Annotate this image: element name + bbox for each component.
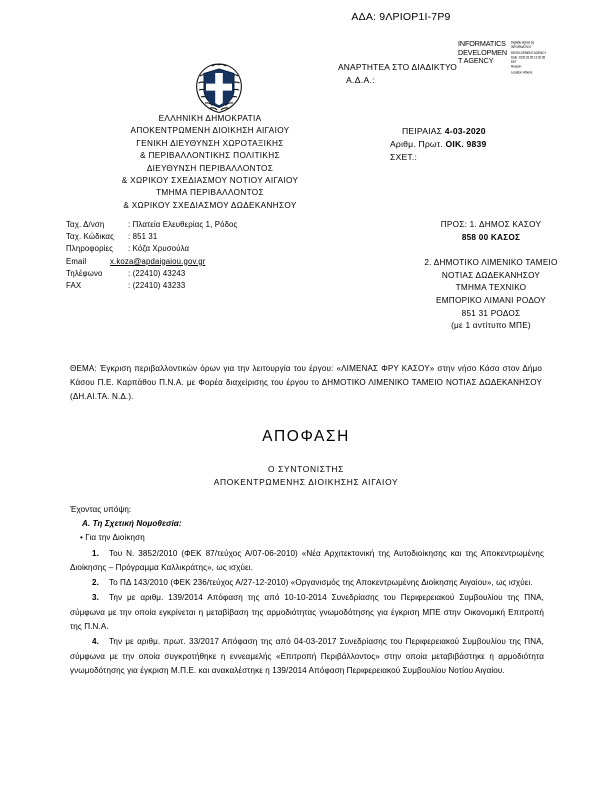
recipient-secondary-5: (με 1 αντίτυπο ΜΠΕ)	[451, 321, 531, 331]
hellenic-republic-coat-of-arms-icon	[188, 60, 250, 116]
decision-subtitle-line1: Ο ΣΥΝΤΟΝΙΣΤΗΣ	[267, 464, 345, 474]
signature-details	[511, 40, 546, 81]
contact-email-value[interactable]: x.koza@apdaigaiou.gov.gr	[110, 256, 206, 266]
recipients-block	[372, 219, 610, 333]
preamble-bullet-administration: • Για την Διοίκηση	[80, 533, 145, 542]
recipient-secondary-0: 2. ΔΗΜΟΤΙΚΟ ΛΙΜΕΝΙΚΟ ΤΑΜΕΙΟ	[424, 258, 558, 268]
preamble-item-3	[70, 591, 544, 634]
preamble-section-a-heading: Α. Τη Σχετική Νομοθεσία:	[82, 518, 182, 528]
reference-label: ΣΧΕΤ.:	[390, 152, 418, 162]
authority-line-6: ΤΜΗΜΑ ΠΕΡΙΒΑΛΛΟΝΤΟΣ	[156, 188, 264, 198]
contact-phone-label: Τηλέφωνο	[66, 268, 103, 278]
authority-line-4: ΔΙΕΥΘΥΝΣΗ ΠΕΡΙΒΑΛΛΟΝΤΟΣ	[146, 163, 274, 173]
preamble-item-3-text: Την με αριθμ. 139/2014 Απόφαση της από 10-10-2014 Συνεδρίασης του Περιφερειακού Συμβουλίου της ΠΝΑ, σύμφωνα με την οποία εγκρίνεται η μεταβίβαση της αρμοδιότητας γνωμοδότησης για έγκριση ΜΠΕ στην Οικονομική Επιτροπή της Π.Ν.Α.	[70, 593, 544, 632]
preamble-item-1-text: Του Ν. 3852/2010 (ΦΕΚ 87/τεύχος Α/07-06-2010) «Νέα Αρχιτεκτονική της Αυτοδιοίκησης και της Αποκεντρωμένης Διοίκησης – Πρόγραμμα Καλλικράτης», ως ισχύει.	[70, 548, 544, 572]
preamble-item-1	[70, 547, 544, 576]
contact-postcode-label: Ταχ. Κώδικας	[66, 232, 114, 242]
signature-detail-3: Date: 2020.03.05 13:20:36	[510, 54, 546, 60]
authority-line-2: ΓΕΝΙΚΗ ΔΙΕΥΘΥΝΣΗ ΧΩΡΟΤΑΞΙΚΗΣ	[136, 138, 284, 148]
contact-postcode-value: : 851 31	[128, 232, 158, 242]
preamble-item-4	[70, 635, 544, 678]
ada-field-label: Α.Δ.Α.:	[346, 75, 375, 85]
issuing-authority-block	[60, 113, 360, 212]
subject-paragraph: ΘΕΜΑ: Έγκριση περιβαλλοντικών όρων για την λειτουργία του έργου: «ΛΙΜΕΝΑΣ ΦΡΥ ΚΑΣΟΥ» στην νήσο Κάσο στον Δήμο Κάσου Π.Ε. Καρπάθου Π.Ν.Α. με Φορέα διαχείρισης του έργου το ΔΗΜΟΤΙΚΟ ΛΙΜΕΝΙΚΟ ΤΑΜΕΙΟ ΝΟΤΙΑΣ ΔΩΔΕΚΑΝΗΣΟΥ (ΔΗ.ΑΙ.ΤΑ. Ν.Δ.).	[70, 364, 542, 402]
contact-phone-value: : (22410) 43243	[128, 268, 186, 278]
signature-detail-1: INFORMATICS	[510, 44, 531, 50]
recipient-primary-postcode: 858 00 ΚΑΣΟΣ	[461, 232, 521, 242]
contact-postcode-row	[66, 231, 237, 243]
ada-top-line: ΑΔΑ: 9ΛΡΙΟΡ1Ι-7Ρ9	[351, 11, 451, 23]
contact-email-label: Email	[66, 256, 87, 266]
decision-subtitle	[0, 463, 612, 490]
signature-agency-line1: INFORMATICS	[458, 39, 506, 48]
contact-fax-row	[66, 280, 237, 292]
decision-subtitle-line2: ΑΠΟΚΕΝΤΡΩΜΕΝΗΣ ΔΙΟΙΚΗΣΗΣ ΑΙΓΑΙΟΥ	[213, 477, 399, 488]
anartitea-label: ΑΝΑΡΤΗΤΕΑ ΣΤΟ ΔΙΑΔΙΚΤΥΟ	[338, 62, 458, 72]
issue-city: ΠΕΙΡΑΙΑΣ	[402, 126, 443, 136]
contact-phone-row	[66, 268, 237, 280]
signature-detail-5: Reason:	[510, 64, 522, 70]
preamble-section	[70, 503, 544, 678]
contact-email-row[interactable]	[66, 256, 237, 268]
signature-detail-0: Digitally signed by	[510, 40, 534, 45]
recipient-secondary-2: ΤΜΗΜΑ ΤΕΧΝΙΚΟ	[455, 283, 527, 293]
signature-detail-6: Location: Athens	[510, 69, 533, 75]
contact-fax-value: : (22410) 43233	[128, 281, 186, 291]
contact-address-label: Ταχ. Δ/νση	[66, 220, 105, 229]
preamble-item-2-number: 2.	[92, 578, 99, 588]
preamble-item-1-number: 1.	[92, 548, 99, 558]
issue-place-date	[390, 125, 486, 138]
signature-agency-line3: T AGENCY	[458, 56, 494, 66]
recipient-secondary-4: 851 31 ΡΟΔΟΣ	[461, 308, 521, 318]
contact-info-label: Πληροφορίες	[66, 244, 114, 254]
recipient-primary: ΠΡΟΣ: 1. ΔΗΜΟΣ ΚΑΣΟΥ	[440, 220, 542, 229]
preamble-item-2	[70, 576, 544, 590]
contact-address-row	[66, 219, 237, 231]
authority-line-5: & ΧΩΡΙΚΟΥ ΣΧΕΔΙΑΣΜΟΥ ΝΟΤΙΟΥ ΑΙΓΑΙΟΥ	[121, 176, 299, 186]
protocol-number-row	[390, 138, 486, 151]
preamble-item-4-text: Την με αριθμ. πρωτ. 33/2017 Απόφαση της από 04-03-2017 Συνεδρίασης του Περιφερειακού Συμβουλίου της ΠΝΑ, σύμφωνα με την οποία συγκροτήθηκε η εννεαμελής «Επιτροπή Περιβάλλοντος» στην οποία μεταβιβάστηκε η αρμοδιότητα γνωμοδότησης για έγκριση Μ.Π.Ε. και ανακαλέστηκε η 139/2014 Απόφαση Περιφερειακού Συμβουλίου Νοτίου Αιγαίου.	[70, 637, 544, 675]
signature-detail-4: EET	[510, 59, 517, 65]
signature-agency-line2: DEVELOPMEN	[458, 47, 507, 57]
protocol-label: Αριθμ. Πρωτ.	[390, 139, 443, 149]
contact-address-value: : Πλατεία Ελευθερίας 1, Ρόδος	[128, 220, 238, 229]
digital-signature-stamp	[458, 40, 610, 76]
recipients-spacer	[372, 244, 610, 257]
contact-info-value: : Κόζα Χρυσούλα	[128, 244, 190, 254]
authority-line-7: & ΧΩΡΙΚΟΥ ΣΧΕΔΙΑΣΜΟΥ ΔΩΔΕΚΑΝΗΣΟΥ	[123, 200, 297, 210]
preamble-item-4-number: 4.	[92, 637, 99, 647]
contact-info-block	[66, 219, 237, 292]
contact-fax-label: FAX	[66, 281, 82, 291]
preamble-item-2-text: Το ΠΔ 143/2010 (ΦΕΚ 236/τεύχος Α/27-12-2010) «Οργανισμός της Αποκεντρωμένης Διοίκησης Αιγαίου», ως ισχύει.	[108, 578, 533, 588]
recipient-secondary-1: ΝΟΤΙΑΣ ΔΩΔΕΚΑΝΗΣΟΥ	[441, 270, 541, 280]
recipient-secondary-3: ΕΜΠΟΡΙΚΟ ΛΙΜΑΝΙ ΡΟΔΟΥ	[436, 295, 546, 305]
authority-line-0: ΕΛΛΗΝΙΚΗ ΔΗΜΟΚΡΑΤΙΑ	[158, 114, 262, 123]
decision-title: ΑΠΟΦΑΣΗ	[262, 428, 350, 445]
contact-info-row	[66, 243, 237, 255]
protocol-value: ΟΙΚ. 9839	[445, 139, 487, 149]
authority-line-3: & ΠΕΡΙΒΑΛΛΟΝΤΙΚΗΣ ΠΟΛΙΤΙΚΗΣ	[140, 151, 280, 161]
issue-date: 4-03-2020	[444, 126, 486, 136]
date-protocol-block	[390, 125, 486, 164]
preamble-lead: Έχοντας υπόψη:	[70, 505, 132, 514]
signature-agency-name	[458, 40, 507, 76]
authority-line-1: ΑΠΟΚΕΝΤΡΩΜΕΝΗ ΔΙΟΙΚΗΣΗ ΑΙΓΑΙΟΥ	[130, 126, 290, 136]
signature-detail-2: DEVELOPMENT AGENCY	[510, 49, 547, 55]
preamble-item-3-number: 3.	[92, 593, 99, 603]
